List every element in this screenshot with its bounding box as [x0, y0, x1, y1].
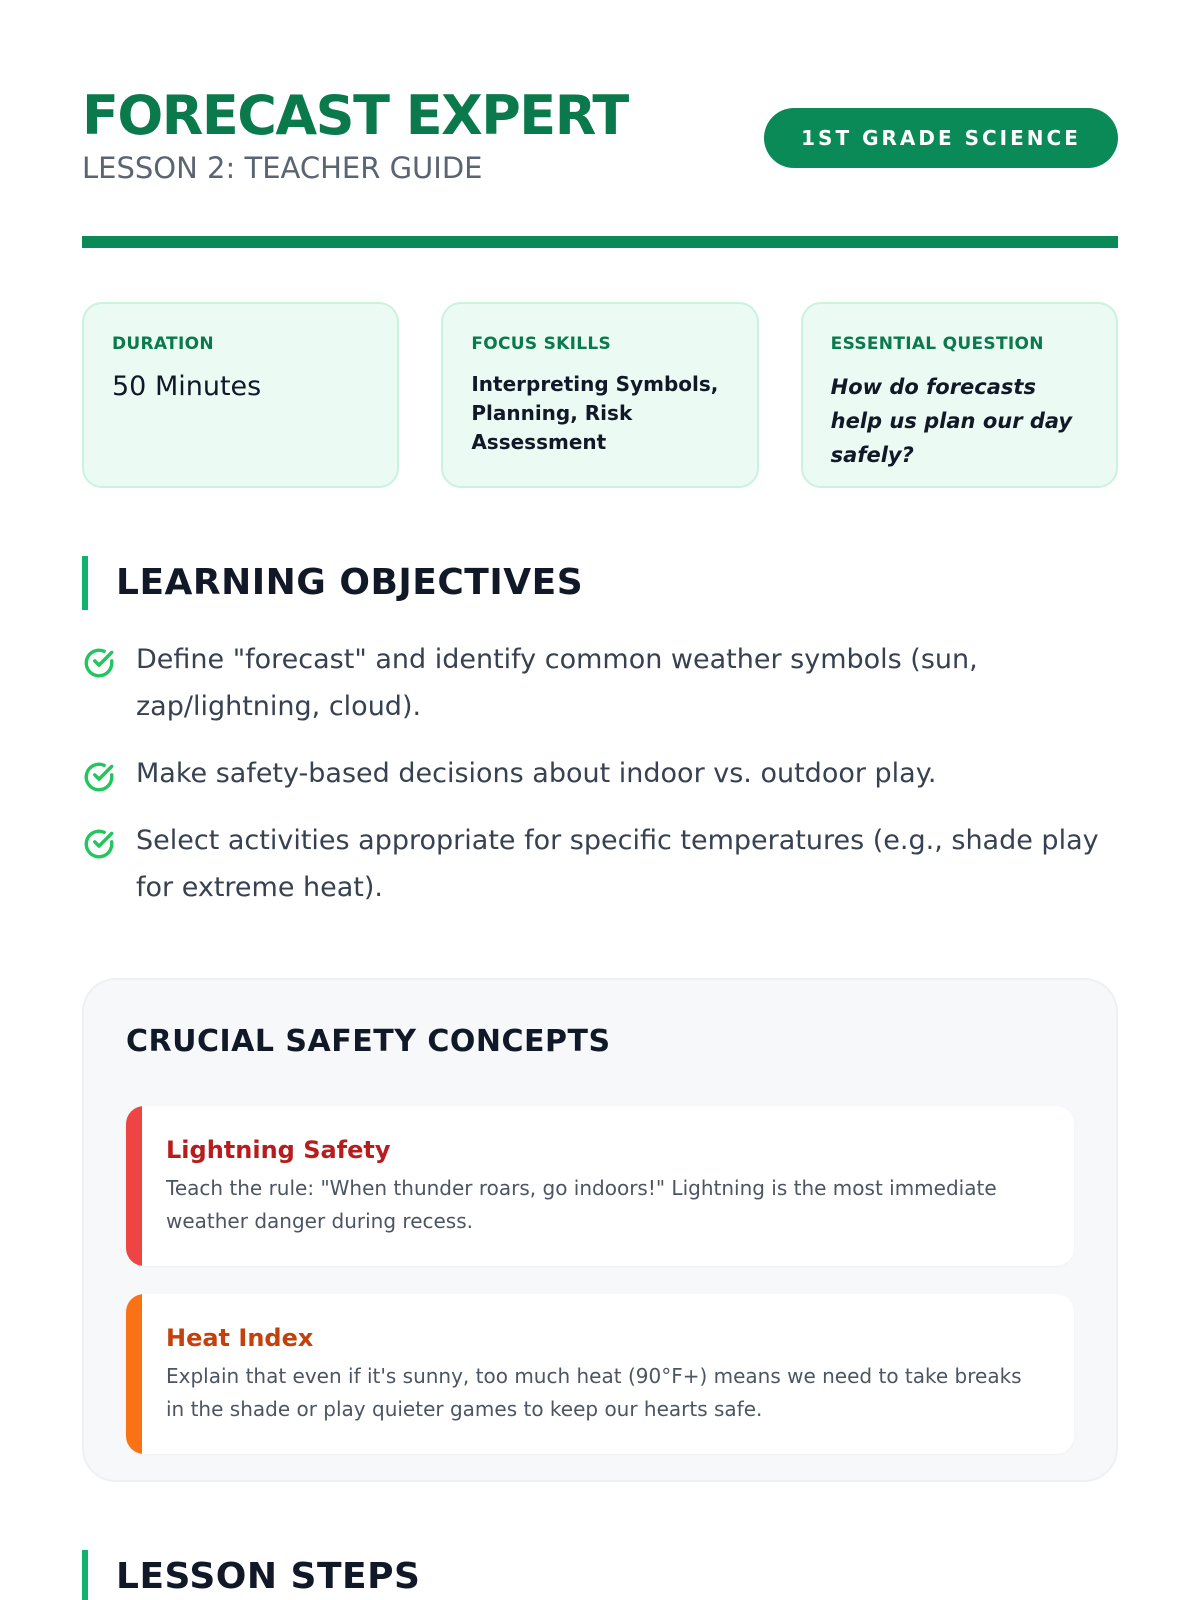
objective-text: Select activities appropriate for specific temperatures (e.g., shade play for extreme heat).	[136, 825, 1099, 903]
heat-index-text: Explain that even if it's sunny, too much heat (90°F+) means we need to take breaks in the shade or play quieter games to keep our hearts safe.	[166, 1364, 1022, 1421]
list-item	[82, 817, 1118, 911]
learning-objectives-list	[82, 636, 1118, 931]
lesson-steps-heading: LESSON STEPS	[82, 1550, 420, 1600]
page-header	[82, 86, 1118, 248]
safety-concepts-heading: CRUCIAL SAFETY CONCEPTS	[126, 1024, 611, 1059]
objective-text: Make safety-based decisions about indoor vs. outdoor play.	[136, 758, 937, 789]
lightning-safety-callout	[126, 1106, 1074, 1266]
lesson-info-cards	[82, 302, 1118, 488]
duration-card	[82, 302, 399, 488]
duration-label: DURATION	[112, 334, 214, 354]
callout-accent-bar	[126, 1106, 142, 1266]
essential-question-card	[801, 302, 1118, 488]
focus-skills-card	[441, 302, 758, 488]
grade-badge: 1ST GRADE SCIENCE	[764, 108, 1118, 168]
safety-concepts-panel	[82, 978, 1118, 1482]
duration-value: 50 Minutes	[112, 371, 262, 402]
list-item	[82, 636, 1118, 730]
check-circle-icon	[82, 827, 116, 861]
objective-text: Define "forecast" and identify common weather symbols (sun, zap/lightning, cloud).	[136, 644, 978, 722]
heat-index-title: Heat Index	[166, 1324, 314, 1352]
page-title: FORECAST EXPERT	[82, 84, 628, 147]
learning-objectives-heading: LEARNING OBJECTIVES	[82, 556, 583, 610]
list-item	[82, 750, 1118, 797]
lightning-safety-text: Teach the rule: "When thunder roars, go indoors!" Lightning is the most immediate weather danger during recess.	[166, 1176, 997, 1233]
page-subtitle: LESSON 2: TEACHER GUIDE	[82, 151, 483, 185]
lightning-safety-title: Lightning Safety	[166, 1136, 391, 1164]
check-circle-icon	[82, 646, 116, 680]
callout-accent-bar	[126, 1294, 142, 1454]
focus-skills-value: Interpreting Symbols, Planning, Risk Assessment	[471, 372, 719, 454]
heat-index-callout	[126, 1294, 1074, 1454]
essential-question-value: How do forecasts help us plan our day safely?	[830, 375, 1073, 467]
focus-skills-label: FOCUS SKILLS	[471, 334, 612, 354]
essential-question-label: ESSENTIAL QUESTION	[830, 334, 1044, 354]
check-circle-icon	[82, 760, 116, 794]
